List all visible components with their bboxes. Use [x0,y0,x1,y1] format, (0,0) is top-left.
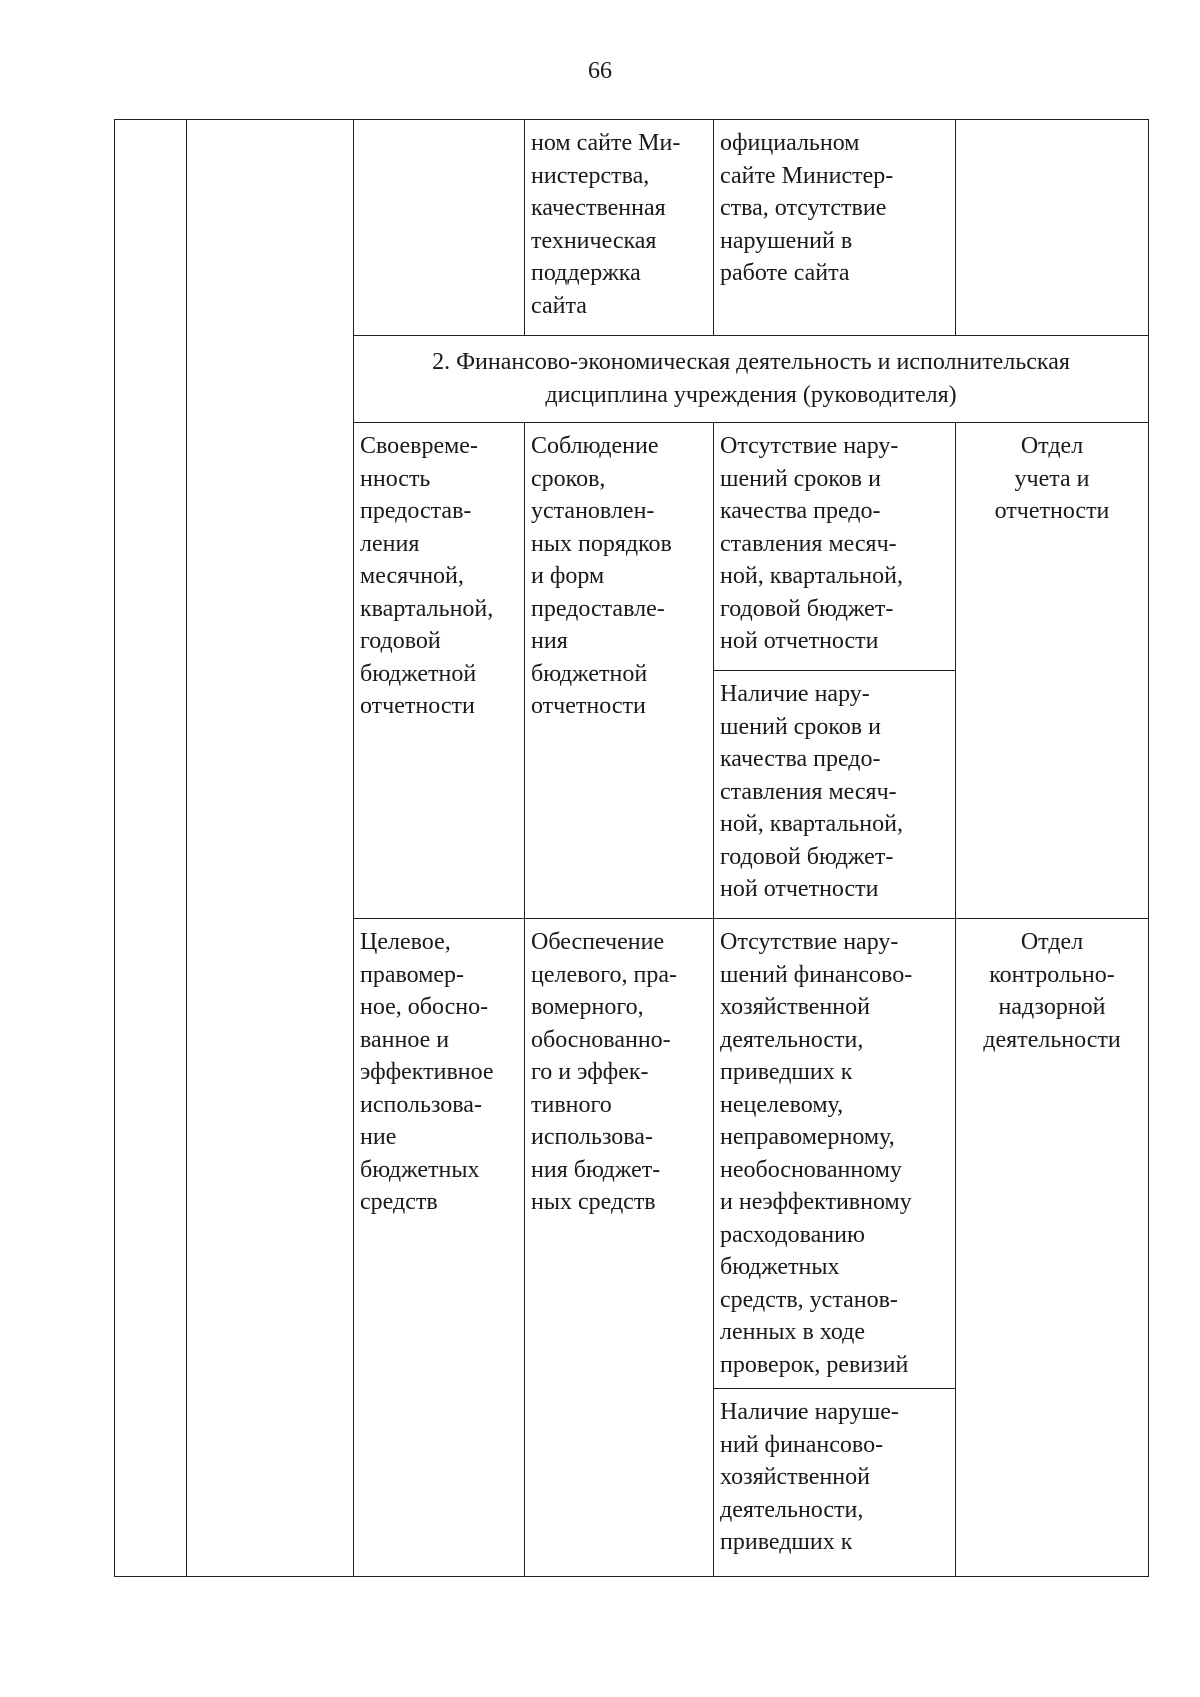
table-row-continuation [115,120,1149,336]
text-line: Соблюдение [531,433,659,459]
text-line: и неэффективному [720,1189,912,1215]
text-line: ления [360,530,420,557]
text-line: контрольно- [989,961,1115,988]
text-line: ния [531,628,568,654]
text-line: Целевое, [360,929,451,955]
text-line: шений сроков и [720,465,881,492]
criterion-cell [525,423,714,919]
text-line: установлен- [531,498,655,524]
text-line: расходованию [720,1221,865,1248]
text-line: официальном [720,130,860,156]
text-line: годовой бюджет- [720,843,894,870]
text-line: техническая [531,227,657,254]
indicator-cell [354,120,525,336]
text-line: ных порядков [531,530,672,557]
text-line: правомер- [360,961,465,988]
text-line: неправомерному, [720,1124,895,1150]
text-line: ном сайте Ми- [531,130,681,156]
text-line: ставления месяч- [720,530,897,557]
text-line: вомерного, [531,994,644,1020]
text-line: годовой бюджет- [720,595,894,622]
text-line: деятельности [983,1026,1121,1053]
text-line: средств, установ- [720,1286,898,1313]
text-line: сайте Министер- [720,162,894,189]
text-line: ных средств [531,1189,656,1215]
text-line: предоставле- [531,595,665,622]
text-line: бюджетных [720,1254,840,1280]
condition-cell [714,1389,956,1577]
text-line: нистерства, [531,162,650,189]
condition-cell [714,919,956,1389]
text-line: Отсутствие нару- [720,929,899,955]
text-line: и форм [531,563,605,589]
text-line: качества предо- [720,498,881,524]
text-line: приведших к [720,1529,853,1555]
text-line: ное, обосно- [360,994,489,1020]
text-line: обоснованно- [531,1026,671,1053]
text-line: квартальной, [360,595,494,622]
text-line: деятельности, [720,1026,864,1053]
text-line: 2. Финансово-экономическая деятельность и исполнительская [432,349,1070,375]
text-line: Отсутствие нару- [720,433,899,459]
text-line: Обеспечение [531,929,665,955]
criterion-cell [525,120,714,336]
text-line: проверок, ревизий [720,1351,909,1378]
text-line: ленных в ходе [720,1319,866,1345]
text-line: ния бюджет- [531,1156,661,1183]
text-line: ной отчетности [720,876,879,902]
text-line: шений финансово- [720,961,913,988]
condition-cell [714,671,956,919]
text-line: шений сроков и [720,713,881,740]
text-line: бюджетной [360,660,477,687]
responsible-cell [956,919,1149,1577]
text-line: приведших к [720,1059,853,1085]
text-line: Своевреме- [360,433,478,459]
text-line: качественная [531,195,666,221]
text-line: отчетности [994,498,1110,524]
text-line: тивного [531,1091,612,1118]
section-heading [354,336,1149,423]
text-line: средств [360,1189,438,1215]
text-line: нецелевому, [720,1091,844,1118]
indicator-cell [354,423,525,919]
text-line: ний финансово- [720,1431,884,1458]
text-line: эффективное [360,1059,494,1085]
text-line: ной, квартальной, [720,811,903,837]
responsible-cell [956,423,1149,919]
text-line: Наличие нару- [720,681,870,707]
text-line: Отдел [1020,929,1084,955]
text-line: работе сайта [720,260,850,286]
text-line: сайта [531,292,587,319]
indicator-cell [354,919,525,1577]
text-line: ванное и [360,1026,450,1053]
text-line: учета и [1014,465,1090,492]
text-line: хозяйственной [720,1464,870,1490]
text-line: сроков, [531,465,606,492]
text-line: месячной, [360,563,464,589]
text-line: нарушений в [720,227,853,254]
text-line: отчетности [360,693,475,719]
text-line: деятельности, [720,1496,864,1523]
text-line: го и эффек- [531,1059,649,1085]
column-1-cell [115,120,187,1577]
text-line: ной отчетности [720,628,879,654]
text-line: хозяйственной [720,994,870,1020]
page-number: 66 [588,58,612,84]
text-line: ной, квартальной, [720,563,903,589]
criteria-table [114,119,1149,1577]
text-line: отчетности [531,693,646,719]
text-line: предостав- [360,498,472,524]
criterion-cell [525,919,714,1577]
text-line: надзорной [998,994,1106,1020]
text-line: использова- [360,1091,482,1118]
text-line: дисциплина учреждения (руководителя) [545,381,957,408]
column-2-cell [187,120,354,1577]
text-line: ства, отсутствие [720,195,887,221]
text-line: бюджетной [531,660,648,687]
responsible-cell [956,120,1149,336]
text-line: Наличие наруше- [720,1399,899,1425]
condition-cell [714,120,956,336]
text-line: поддержка [531,260,641,286]
text-line: использова- [531,1124,653,1150]
text-line: ставления месяч- [720,778,897,805]
text-line: нность [360,465,431,492]
text-line: необоснованному [720,1156,902,1183]
condition-cell [714,423,956,671]
text-line: бюджетных [360,1156,480,1183]
text-line: годовой [360,628,441,654]
text-line: целевого, пра- [531,961,678,988]
text-line: Отдел [1020,433,1084,459]
text-line: ние [360,1124,397,1150]
text-line: качества предо- [720,746,881,772]
